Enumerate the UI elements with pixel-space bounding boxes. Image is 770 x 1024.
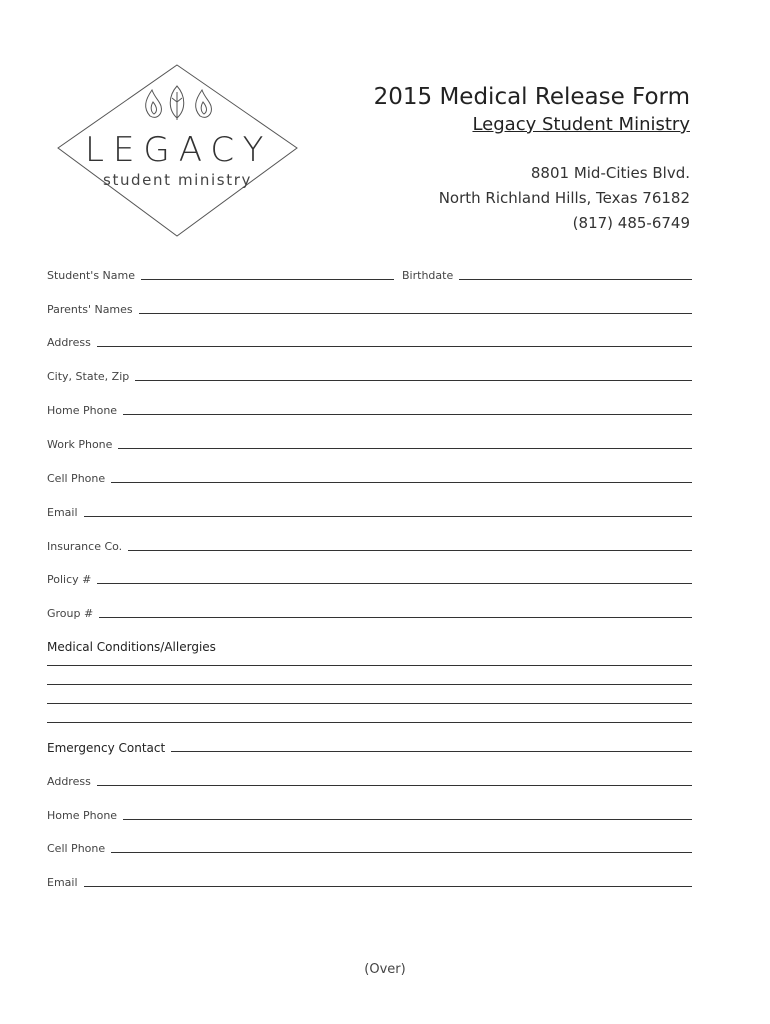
emergency-home-phone-row <box>47 803 692 823</box>
address-label: Address <box>47 336 91 349</box>
medical-heading-row <box>47 634 692 654</box>
insurance-co-row <box>47 534 692 554</box>
birthdate-label: Birthdate <box>402 269 454 282</box>
emergency-address-row <box>47 769 692 789</box>
group-row <box>47 601 692 621</box>
policy-row <box>47 567 692 587</box>
form-title: 2015 Medical Release Form <box>373 84 690 110</box>
policy-field[interactable] <box>97 583 692 584</box>
city-state-zip-field[interactable] <box>135 380 692 381</box>
email-row <box>47 500 692 520</box>
address-line-2: North Richland Hills, Texas 76182 <box>438 189 690 207</box>
address-line-1: 8801 Mid-Cities Blvd. <box>530 164 690 182</box>
city-state-zip-row <box>47 364 692 384</box>
address-row <box>47 330 692 350</box>
policy-label: Policy # <box>47 573 92 586</box>
home-phone-field[interactable] <box>123 414 692 415</box>
emergency-email-row <box>47 870 692 890</box>
home-phone-row <box>47 398 692 418</box>
cell-phone-row <box>47 466 692 486</box>
medical-line-3[interactable] <box>47 703 692 704</box>
emergency-contact-label: Emergency Contact <box>47 741 166 755</box>
legacy-logo <box>55 60 300 240</box>
logo-wordmark: LEGACY <box>85 130 273 170</box>
students-name-field[interactable] <box>141 279 394 280</box>
emergency-home-phone-field[interactable] <box>123 819 692 820</box>
address-field[interactable] <box>97 346 692 347</box>
emergency-cell-phone-row <box>47 836 692 856</box>
form-header <box>374 84 690 236</box>
students-name-label: Student's Name <box>47 269 136 282</box>
emergency-address-label: Address <box>47 775 91 788</box>
flame-icon <box>196 90 212 117</box>
group-label: Group # <box>47 607 94 620</box>
students-name-row <box>47 263 692 283</box>
work-phone-field[interactable] <box>118 448 692 449</box>
medical-line-4[interactable] <box>47 722 692 723</box>
medical-conditions-heading: Medical Conditions/Allergies <box>47 640 216 654</box>
email-field[interactable] <box>84 516 692 517</box>
emergency-contact-row <box>47 735 692 755</box>
emergency-email-label: Email <box>47 876 78 889</box>
birthdate-field[interactable] <box>459 279 692 280</box>
emergency-contact-field[interactable] <box>171 751 692 752</box>
email-label: Email <box>47 506 78 519</box>
cell-phone-label: Cell Phone <box>47 472 106 485</box>
parents-names-label: Parents' Names <box>47 303 133 316</box>
emergency-address-field[interactable] <box>97 785 692 786</box>
cell-phone-field[interactable] <box>111 482 692 483</box>
insurance-co-label: Insurance Co. <box>47 540 123 553</box>
work-phone-label: Work Phone <box>47 438 113 451</box>
medical-line-1[interactable] <box>47 665 692 666</box>
phone-number: (817) 485-6749 <box>572 214 690 232</box>
parents-names-field[interactable] <box>139 313 692 314</box>
city-state-zip-label: City, State, Zip <box>47 370 130 383</box>
medical-line-2[interactable] <box>47 684 692 685</box>
work-phone-row <box>47 432 692 452</box>
emergency-cell-phone-field[interactable] <box>111 852 692 853</box>
flame-icon <box>146 90 162 117</box>
ministry-address <box>374 161 690 236</box>
emergency-email-field[interactable] <box>84 886 692 887</box>
leaf-icon <box>170 86 184 120</box>
ministry-name: Legacy Student Ministry <box>472 114 690 135</box>
logo-tagline: student ministry <box>103 171 252 189</box>
insurance-co-field[interactable] <box>128 550 692 551</box>
group-field[interactable] <box>99 617 692 618</box>
emergency-cell-phone-label: Cell Phone <box>47 842 106 855</box>
over-note: (Over) <box>364 962 406 977</box>
home-phone-label: Home Phone <box>47 404 118 417</box>
parents-names-row <box>47 297 692 317</box>
emergency-home-phone-label: Home Phone <box>47 809 118 822</box>
